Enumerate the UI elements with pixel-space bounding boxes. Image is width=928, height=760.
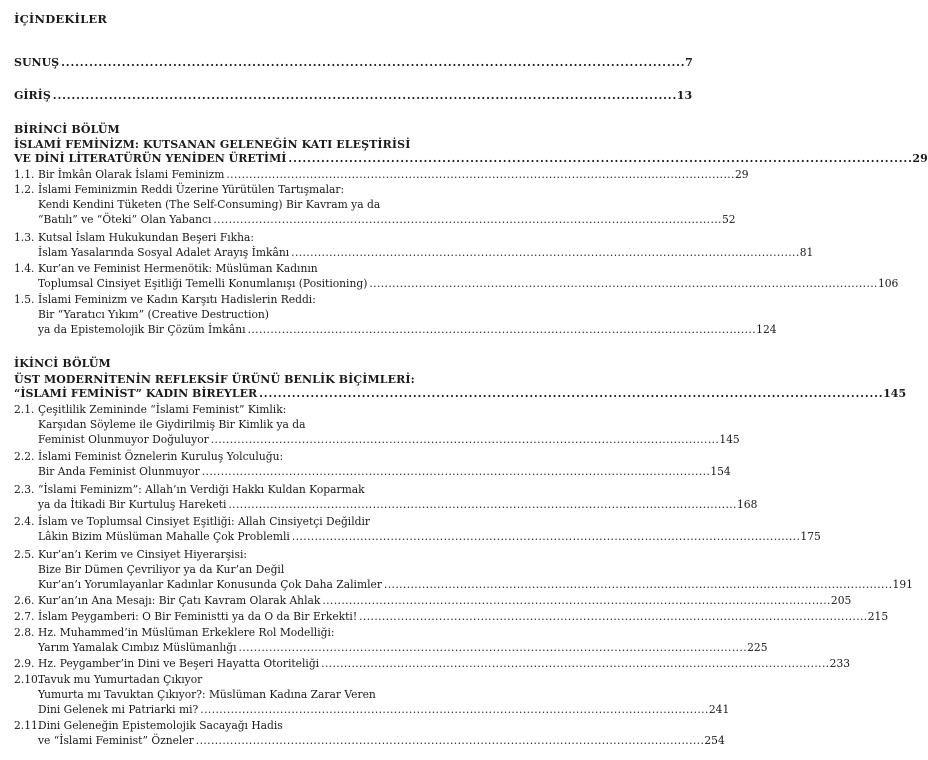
leader-dots: [359, 611, 866, 623]
entry-page: 29: [912, 152, 928, 165]
entry-title-cont: Yarım Yamalak Cımbız Müslümanlığı: [38, 641, 237, 654]
toc-entry-1-4-last[interactable]: [38, 277, 899, 290]
entry-page: 233: [829, 657, 851, 670]
entry-number: 2.10.: [14, 673, 42, 686]
leader-dots: [384, 579, 891, 591]
part-label: İKİNCİ BÖLÜM: [14, 357, 111, 370]
toc-entry-1-1[interactable]: [14, 168, 749, 181]
entry-page: 225: [747, 641, 768, 654]
entry-title-cont: Bize Bir Dümen Çevriliyor ya da Kur’an Değil: [38, 563, 285, 576]
entry-page: 13: [676, 89, 693, 102]
toc-entry-2-9[interactable]: [14, 657, 851, 670]
entry-title-cont: ve “İslami Feminist” Özneler: [38, 734, 194, 747]
toc-entry-2-4-last[interactable]: [38, 530, 821, 543]
part-title: VE DİNİ LİTERATÜRÜN YENİDEN ÜRETİMİ: [14, 152, 287, 165]
entry-title: SUNUŞ: [14, 56, 60, 69]
part-title-entry[interactable]: [14, 387, 907, 400]
part-title-entry[interactable]: [14, 152, 928, 165]
page-title: İÇİNDEKİLER: [14, 12, 108, 26]
toc-entry-2-5-last[interactable]: [38, 578, 913, 591]
leader-dots: [53, 90, 675, 102]
entry-title-cont: “Batılı” ve “Öteki” Olan Yabancı: [38, 213, 212, 226]
toc-entry-1-5[interactable]: [14, 294, 316, 306]
toc-entry-2-2-last[interactable]: [38, 465, 731, 478]
leader-dots: [248, 324, 755, 336]
toc-entry-1-3[interactable]: [14, 232, 254, 244]
entry-page: 254: [704, 734, 725, 747]
entry-title: Tavuk mu Yumurtadan Çıkıyor: [38, 673, 203, 686]
entry-title: Kur’an ve Feminist Hermenötik: Müslüman Kadının: [38, 262, 318, 275]
leader-dots: [228, 499, 735, 511]
entry-page: 7: [685, 56, 693, 69]
entry-title: Dini Geleneğin Epistemolojik Sacayağı Hadis: [38, 719, 283, 732]
leader-dots: [288, 153, 910, 165]
toc-entry-2-1[interactable]: [14, 404, 286, 416]
leader-dots: [369, 278, 876, 290]
toc-entry-2-8[interactable]: [14, 627, 334, 639]
entry-number: 1.4.: [14, 262, 35, 275]
entry-page: 52: [721, 213, 736, 226]
entry-title-cont: ya da İtikadi Bir Kurtuluş Hareketi: [38, 498, 227, 511]
entry-title-cont: İslam Yasalarında Sosyal Adalet Arayış İmkânı: [38, 246, 290, 259]
entry-title-cont: Kendi Kendini Tüketen (The Self-Consuming) Bir Kavram ya da: [38, 198, 381, 211]
toc-entry-2-4[interactable]: [14, 516, 370, 528]
toc-entry-2-3[interactable]: [14, 484, 365, 496]
entry-number: 1.1.: [14, 168, 35, 181]
toc-entry-1-4[interactable]: [14, 263, 318, 275]
entry-title: “İslami Feminizm”: Allah’ın Verdiği Hakkı Kuldan Koparmak: [38, 483, 365, 496]
entry-title-cont: Bir “Yaratıcı Yıkım” (Creative Destruction): [38, 308, 269, 321]
entry-number: 2.4.: [14, 515, 35, 528]
entry-title: Çeşitlilik Zemininde “İslami Feminist” Kimlik:: [38, 403, 287, 416]
entry-title: Kur’an’ı Kerim ve Cinsiyet Hiyerarşisi:: [38, 548, 247, 561]
entry-title-cont: ya da Epistemolojik Bir Çözüm İmkânı: [38, 323, 246, 336]
entry-number: 1.3.: [14, 231, 35, 244]
entry-page: 154: [710, 465, 731, 478]
entry-page: 29: [734, 168, 749, 181]
entry-number: 2.9.: [14, 657, 35, 670]
entry-title-cont: Lâkin Bizim Müslüman Mahalle Çok Problemli: [38, 530, 290, 543]
entry-number: 2.7.: [14, 610, 35, 623]
entry-number: 2.8.: [14, 626, 35, 639]
entry-title-cont: Dini Gelenek mi Patriarki mi?: [38, 703, 199, 716]
toc-entry-giris[interactable]: [14, 89, 693, 102]
entry-page: 81: [799, 246, 814, 259]
leader-dots: [259, 388, 881, 400]
entry-number: 2.11.: [14, 719, 42, 732]
toc-entry-2-5[interactable]: [14, 549, 247, 561]
toc-entry-2-3-last[interactable]: [38, 498, 758, 511]
part-title: “İSLAMİ FEMİNİST” KADIN BİREYLER: [14, 387, 258, 400]
entry-number: 2.2.: [14, 450, 35, 463]
toc-entry-1-2-last[interactable]: [38, 213, 736, 226]
entry-number: 2.5.: [14, 548, 35, 561]
leader-dots: [239, 642, 746, 654]
entry-number: 1.2.: [14, 183, 35, 196]
entry-title: GİRİŞ: [14, 89, 51, 102]
entry-title: Hz. Peygamber’in Dini ve Beşeri Hayatta Otoriteliği: [38, 657, 320, 670]
entry-title-cont: Bir Anda Feminist Olunmuyor: [38, 465, 200, 478]
entry-number: 2.1.: [14, 403, 35, 416]
toc-entry-2-2[interactable]: [14, 451, 283, 463]
entry-title-cont: Yumurta mı Tavuktan Çıkıyor?: Müslüman Kadına Zarar Veren: [38, 688, 376, 701]
entry-page: 191: [892, 578, 913, 591]
entry-title-cont: Karşıdan Söyleme ile Giydirilmiş Bir Kimlik ya da: [38, 418, 306, 431]
entry-page: 145: [719, 433, 740, 446]
toc-entry-1-5-last[interactable]: [38, 323, 777, 336]
entry-title: İslami Feminizmin Reddi Üzerine Yürütülen Tartışmalar:: [38, 183, 345, 196]
toc-entry-2-8-last[interactable]: [38, 641, 768, 654]
entry-title: Kur’an’ın Ana Mesajı: Bir Çatı Kavram Olarak Ahlak: [38, 594, 321, 607]
entry-page: 241: [708, 703, 730, 716]
toc-entry-2-6[interactable]: [14, 594, 852, 607]
toc-entry-2-10[interactable]: [14, 674, 202, 686]
leader-dots: [291, 247, 798, 259]
leader-dots: [213, 214, 720, 226]
toc-entry-sunus[interactable]: [14, 56, 693, 69]
entry-page: 106: [877, 277, 899, 290]
entry-page: 145: [883, 387, 907, 400]
entry-title: Kutsal İslam Hukukundan Beşeri Fıkha:: [38, 231, 255, 244]
toc-entry-2-11-last[interactable]: [38, 734, 725, 747]
leader-dots: [226, 169, 733, 181]
leader-dots: [202, 466, 709, 478]
entry-title: İslam ve Toplumsal Cinsiyet Eşitliği: Allah Cinsiyetçi Değildir: [38, 515, 370, 528]
entry-title-cont: Kur’an’ı Yorumlayanlar Kadınlar Konusunda Çok Daha Zalimler: [38, 578, 382, 591]
toc-entry-2-7[interactable]: [14, 610, 889, 623]
entry-title: Bir İmkân Olarak İslami Feminizm: [38, 168, 225, 181]
entry-number: 2.3.: [14, 483, 35, 496]
leader-dots: [292, 531, 799, 543]
part-label: BİRİNCİ BÖLÜM: [14, 123, 120, 136]
entry-page: 124: [756, 323, 777, 336]
entry-title-cont: Toplumsal Cinsiyet Eşitliği Temelli Konumlanışı (Positioning): [38, 277, 368, 290]
toc-entry-1-2[interactable]: [14, 184, 344, 196]
entry-page: 215: [867, 610, 889, 623]
leader-dots: [61, 57, 683, 69]
entry-number: 1.5.: [14, 293, 35, 306]
entry-page: 175: [800, 530, 821, 543]
toc-entry-2-1-last[interactable]: [38, 433, 740, 446]
leader-dots: [321, 658, 828, 670]
entry-page: 168: [736, 498, 758, 511]
entry-title: İslami Feminist Öznelerin Kuruluş Yolculuğu:: [38, 450, 284, 463]
entry-title: İslam Peygamberi: O Bir Feministti ya da O da Bir Erkekti!: [38, 610, 358, 623]
entry-title-cont: Feminist Olunmuyor Doğuluyor: [38, 433, 209, 446]
entry-number: 2.6.: [14, 594, 35, 607]
leader-dots: [200, 704, 707, 716]
toc-entry-2-11[interactable]: [14, 720, 283, 732]
leader-dots: [196, 735, 703, 747]
toc-entry-2-10-last[interactable]: [38, 703, 730, 716]
toc-entry-1-3-last[interactable]: [38, 246, 814, 259]
leader-dots: [322, 595, 829, 607]
entry-title: İslami Feminizm ve Kadın Karşıtı Hadislerin Reddi:: [38, 293, 316, 306]
entry-title: Hz. Muhammed’in Müslüman Erkeklere Rol Modelliği:: [38, 626, 335, 639]
part-title: ÜST MODERNİTENİN REFLEKSİF ÜRÜNÜ BENLİK BİÇİMLERİ:: [14, 373, 415, 386]
leader-dots: [211, 434, 718, 446]
part-title: İSLAMİ FEMİNİZM: KUTSANAN GELENEĞİN KATI ELEŞTİRİSİ: [14, 138, 411, 151]
entry-page: 205: [830, 594, 852, 607]
